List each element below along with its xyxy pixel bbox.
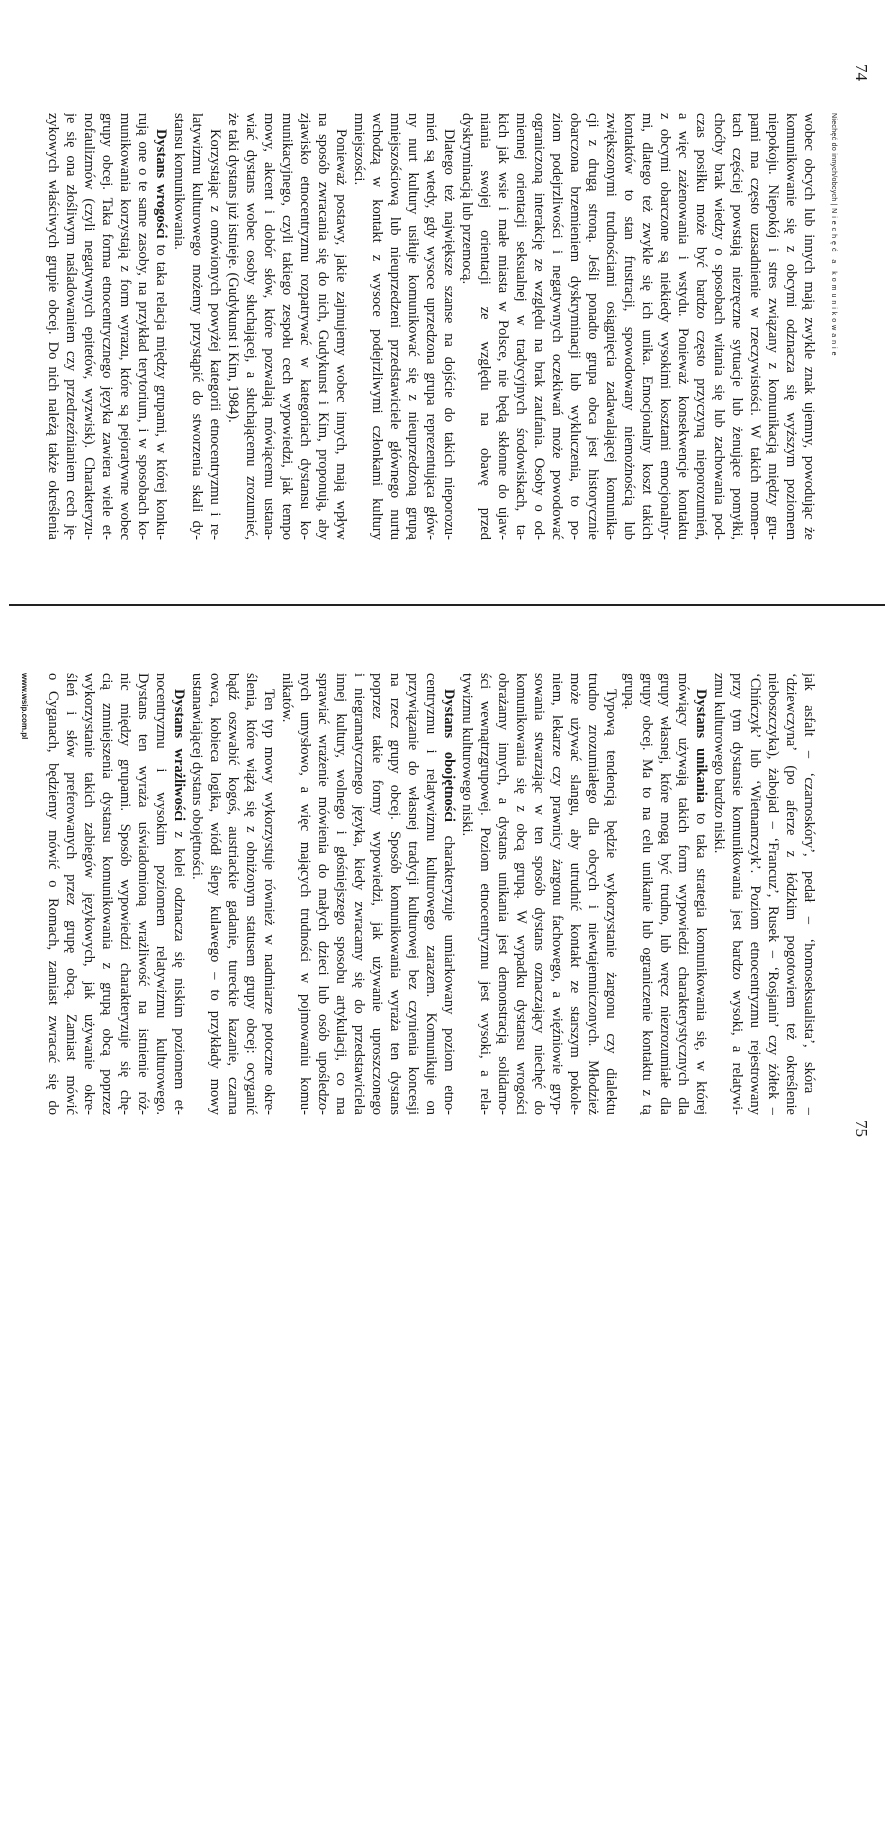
line-text: o Cyganach, będziemy mówić o Romach, zamiast zwracać się do (45, 673, 61, 1115)
text-line (44, 113, 62, 540)
line-text: mniejszościową lub nieuprzedzeni przedstawiciele głównego nurtu (387, 113, 403, 540)
text-line (458, 673, 476, 1115)
text-line (314, 673, 332, 1115)
text-line (44, 673, 62, 1115)
line-text: je się ona złośliwym naśladowaniem czy przedrzeźnianiem cech ję- (63, 113, 79, 540)
line-text: tywizmu kulturowego niski. (459, 673, 475, 837)
line-text: Typową tendencją będzie wykorzystanie żargonu czy dialektu (603, 689, 619, 1115)
text-line (224, 673, 242, 1115)
text-line (602, 113, 620, 540)
text-line (188, 673, 206, 1115)
text-line (224, 113, 242, 540)
line-text: Dystans ten wyraża uświadomioną wrażliwość na istnienie róż- (135, 673, 151, 1115)
text-line (296, 673, 314, 1115)
line-text: ziom podejrzliwości i negatywnych oczekiwań może powodować (549, 113, 565, 540)
line-text: stansu komunikowania. (171, 113, 187, 250)
line-text: grupą. (621, 673, 637, 710)
line-text: choćby brak wiedzy o sposobach witania się lub zachowania pod- (711, 113, 727, 540)
line-text: miennej orientacji seksualnej w tradycyjnych środowiskach, ta- (513, 113, 529, 540)
line-text: Dlatego też największe szanse na dojście do takich nieporozu- (441, 129, 457, 540)
text-line (782, 673, 800, 1115)
text-line (458, 113, 476, 540)
text-line (134, 113, 152, 540)
line-text: niepokoju. Niepokój i stres związany z komunikacją między gru- (765, 113, 781, 540)
text-line (62, 673, 80, 1115)
text-line (368, 673, 386, 1115)
text-line (692, 113, 710, 540)
text-line (332, 673, 350, 1115)
line-text: komunikowanie się z obcymi odznacza się wyższym poziomem (783, 113, 799, 540)
text-line (152, 113, 170, 540)
bold-term: Dystans wrażliwości (171, 689, 187, 821)
text-line (134, 673, 152, 1115)
text-line (242, 673, 260, 1115)
line-text: nocentryzmu i wysokim poziomem relatywizmu kulturowego. (153, 673, 169, 1115)
text-line (440, 673, 458, 1115)
line-text: zjawisko etnocentryzmu rozpatrywać w kategoriach dystansu ko- (297, 113, 313, 540)
line-text: z obcymi obarczone są niekiedy wysokimi kosztami emocjonalny- (657, 113, 673, 540)
line-text: poprzez takie formy wypowiedzi, jak używanie uproszczonego (369, 673, 385, 1115)
line-text: rują one o te same zasoby, na przykład terytorium, i w sposobach ko- (135, 113, 151, 540)
text-line (692, 673, 710, 1115)
right-page-text (44, 673, 818, 1115)
text-line (422, 673, 440, 1115)
text-line (404, 113, 422, 540)
text-line (494, 673, 512, 1115)
bold-term: Dystans obojętności (441, 689, 457, 822)
text-line (440, 113, 458, 540)
line-text: obrażamy innych, a dystans unikania jest demonstracją solidarno- (495, 673, 511, 1115)
line-text: Korzystając z omówionych powyżej kategorii etnocentryzmu i re- (207, 129, 223, 540)
text-line (710, 113, 728, 540)
line-text: na sposób zwracania się do nich, Gudykunst i Kim, proponują, aby (315, 113, 331, 540)
page-number-left: 74 (852, 64, 871, 81)
line-text: może używać slangu, aby utrudnić kontakt ze starszym pokole- (567, 673, 583, 1115)
text-line (170, 113, 188, 540)
text-line (548, 113, 566, 540)
text-line (278, 113, 296, 540)
text-line (530, 673, 548, 1115)
text-line (188, 113, 206, 540)
line-text: nych umysłowo, a więc mających trudności w pojmowaniu komu- (297, 673, 313, 1115)
line-text: mi, dlatego też zwykle się ich unika. Emocjonalny koszt takich (639, 113, 655, 540)
text-line (116, 113, 134, 540)
line-text: z kolei odznacza się niskim poziomem et- (171, 821, 187, 1115)
bold-term: Dystans unikania (693, 689, 709, 803)
line-text: wchodzą w kontakt z wysoce podejrzliwymi członkami kultury (369, 113, 385, 540)
text-line (332, 113, 350, 540)
line-text: niem, lekarze czy prawnicy żargonu fachowego, a więźniowie gryp- (549, 673, 565, 1115)
line-text: zmu kulturowego bardzo niski. (711, 673, 727, 854)
text-line (674, 113, 692, 540)
text-line (404, 673, 422, 1115)
text-line (530, 113, 548, 540)
text-line (152, 673, 170, 1115)
line-text: wykorzystanie takich zabiegów językowych, jak używanie okre- (81, 673, 97, 1115)
line-text: nieboszczyka), żabojad – ‘Francuz’, Rusek – ‘Rosjanin’ czy żółtek – (765, 673, 781, 1115)
running-head (830, 113, 837, 358)
running-head-left: Niechęć do innych/obcych (830, 113, 837, 202)
line-text: wiać dystans wobec osoby słuchającej, a słuchającemu zrozumieć, (243, 113, 259, 540)
line-text: śleń i słów preferowanych przez grupę obcą. Zamiast mówić (63, 673, 79, 1115)
line-text: mień są wtedy, gdy wysoce uprzedzona grupa reprezentująca głów- (423, 113, 439, 540)
line-text: przy tym dystansie komunikowania jest bardzo wysoki, a relatywi- (729, 673, 745, 1115)
line-text: komunikowania się z obcą grupą. W wypadku dystansu wrogości (513, 673, 529, 1115)
text-line (386, 113, 404, 540)
text-line (368, 113, 386, 540)
text-line (206, 673, 224, 1115)
line-text: ny nurt kultury usiłuje komunikować się z nieuprzedzoną grupą (405, 113, 421, 540)
text-line (386, 673, 404, 1115)
line-text: pami ma często uzasadnienie w rzeczywistości. W takich momen- (747, 113, 763, 540)
text-line (746, 673, 764, 1115)
text-line (494, 113, 512, 540)
line-text: grupy własnej, które mogą być trudno, lub wręcz niezrozumiałe dla (657, 673, 673, 1115)
text-line (350, 113, 368, 540)
line-text: ograniczoną interakcję ze względu na brak zaufania. Osoby o od- (531, 113, 547, 540)
line-text: a więc zażenowania i wstydu. Ponieważ konsekwencje kontaktu (675, 113, 691, 540)
line-text: ustanawiającej dystans obojętności. (189, 673, 205, 880)
text-line (170, 673, 188, 1115)
line-text: innej kultury, wolnego i głośniejszego sposobu artykulacji, co ma (333, 673, 349, 1115)
running-head-separator: | (830, 203, 837, 206)
text-line (638, 113, 656, 540)
text-line (566, 113, 584, 540)
text-line (206, 113, 224, 540)
text-line (314, 113, 332, 540)
running-head-right: Niechęć a komunikowanie (830, 208, 837, 359)
line-text: munikacyjnego, czyli takiego zespołu cech wypowiedzi, jak tempo (279, 113, 295, 540)
text-line (350, 673, 368, 1115)
line-text: latywizmu kulturowego możemy przystąpić do stworzenia skali dy- (189, 113, 205, 540)
line-text: to taka strategia komunikowania się, w której (693, 802, 709, 1115)
text-line (260, 113, 278, 540)
text-line (98, 113, 116, 540)
line-text: trudno zrozumiałego dla obcych i niewtajemniczonych. Młodzież (585, 673, 601, 1115)
text-line (584, 673, 602, 1115)
text-line (242, 113, 260, 540)
line-text: jak asfalt – ‘czarnoskóry’, pedał – ‘homoseksualista’, skóra – (801, 673, 817, 1115)
text-line (476, 113, 494, 540)
line-text: cią zmniejszenia dystansu komunikowania z grupą obcą poprzez (99, 673, 115, 1115)
text-line (584, 113, 602, 540)
line-text: nofaulizmów (czyli negatywnych epitetów, wyzwisk). Charakteryzu- (81, 113, 97, 540)
text-line (62, 113, 80, 540)
page-number-right: 75 (852, 1120, 871, 1137)
line-text: niania swojej orientacji ze względu na obawę przed (477, 113, 493, 540)
text-line (422, 113, 440, 540)
line-text: zwiększonymi trudnościami osiągnięcia zadawalającej komunika- (603, 113, 619, 540)
text-line (620, 673, 638, 1115)
bold-term: Dystans wrogości (153, 129, 169, 239)
line-text: grupy obcej. Taka forma etnocentrycznego języka zawiera wiele et- (99, 113, 115, 540)
text-line (278, 673, 296, 1115)
text-line (764, 673, 782, 1115)
line-text: mniejszości. (351, 113, 367, 186)
line-text: obarczona brzemieniem dyskryminacji lub wykluczenia, to po- (567, 113, 583, 540)
line-text: sprawiać wrażenie mówienia do małych dzieci lub osób upośledzo- (315, 673, 331, 1115)
line-text: charakteryzuje umiarkowany poziom etno- (441, 821, 457, 1115)
line-text: mowy, akcent i dobór słów, które pozwalają mówiącemu ustana- (261, 113, 277, 540)
text-line (674, 673, 692, 1115)
text-line (602, 673, 620, 1115)
line-text: to taka relacja między grupami, w której konku- (153, 238, 169, 540)
line-text: mówiący używają takich form wypowiedzi charakterystycznych dla (675, 673, 691, 1115)
line-text: Ponieważ postawy, jakie zajmujemy wobec innych, mają wpływ (333, 129, 349, 540)
line-text: ślenia, które wiążą się z obniżonym statusem grupy obcej: ocyganić (243, 673, 259, 1115)
line-text: przywiązanie do własnej tradycji kulturowej bez czynienia koncesji (405, 673, 421, 1115)
publisher-url: www.wsip.com.pl (20, 673, 29, 740)
text-line (638, 673, 656, 1115)
text-line (476, 673, 494, 1115)
text-line (728, 673, 746, 1115)
text-line (80, 673, 98, 1115)
line-text: ‘dziewczyna’ (po aferze z łódzkim pogotowiem też określenie (783, 673, 799, 1115)
text-line (260, 673, 278, 1115)
line-text: bądź oszwabić kogoś, austriackie gadanie, tureckie kazanie, czarna (225, 673, 241, 1115)
line-text: czas posiłku może być bardzo często przyczyną nieporozumień, (693, 113, 709, 540)
text-line (296, 113, 314, 540)
text-line (116, 673, 134, 1115)
text-line (746, 113, 764, 540)
text-line (98, 673, 116, 1115)
text-line (566, 673, 584, 1115)
line-text: kontaktów to stan frustracji, spowodowany niemożnością lub (621, 113, 637, 540)
text-line (728, 113, 746, 540)
line-text: ści wewnątrzgrupowej. Poziom etnocentryzmu jest wysoki, a rela- (477, 673, 493, 1115)
text-line (512, 673, 530, 1115)
text-line (800, 673, 818, 1115)
line-text: sowania stwarzając w ten sposób dystans oznaczający niechęć do (531, 673, 547, 1115)
line-text: nic między grupami. Sposób wypowiedzi charakteryzuje się chę- (117, 673, 133, 1115)
line-text: owca, kobieca logika, wiódł ślepy kulawego – to przykłady mowy (207, 673, 223, 1115)
line-text: grupy obcej. Ma to na celu unikanie lub ograniczenie kontaktu z tą (639, 673, 655, 1115)
line-text: na rzecz grupy obcej. Sposób komunikowania wyraża ten dystans (387, 673, 403, 1115)
line-text: wobec obcych lub innych mają zwykle znak ujemny, powodując że (801, 113, 817, 540)
line-text: nikatów. (279, 673, 295, 723)
text-line (710, 673, 728, 1115)
text-line (548, 673, 566, 1115)
page-gutter-divider (9, 604, 885, 606)
line-text: tach częściej powstają niezręczne sytuacje lub żenujące pomyłki, (729, 113, 745, 540)
line-text: cji z drugą stroną. Jeśli ponadto grupa obca jest historycznie (585, 113, 601, 540)
text-line (656, 113, 674, 540)
line-text: zykowych właściwych grupie obcej. Do nich należą także określenia (45, 113, 61, 540)
text-line (80, 113, 98, 540)
text-line (782, 113, 800, 540)
line-text: dyskryminacją lub przemocą. (459, 113, 475, 285)
text-line (620, 113, 638, 540)
line-text: centryzmu i relatywizmu kulturowego zarazem. Komunikuje on (423, 673, 439, 1115)
text-line (656, 673, 674, 1115)
left-page-text (44, 113, 818, 540)
line-text: kich jak wsie i małe miasta w Polsce, nie będą skłonne do ujaw- (495, 113, 511, 540)
line-text: ‘Chińczyk’ lub ‘Wietnamczyk’. Poziom etnocentryzmu rejestrowany (747, 673, 763, 1115)
line-text: że taki dystans już istnieje. (Gudykunst i Kim, 1984). (225, 113, 241, 423)
line-text: munikowania korzystają z form wyrazu, które są pejoratywne wobec (117, 113, 133, 540)
text-line (800, 113, 818, 540)
line-text: Ten typ mowy wykorzystuje również w nadmiarze potoczne okre- (261, 689, 277, 1115)
text-line (512, 113, 530, 540)
line-text: i niegramatycznego języka, kiedy zwracamy się do przedstawiciela (351, 673, 367, 1115)
text-line (764, 113, 782, 540)
